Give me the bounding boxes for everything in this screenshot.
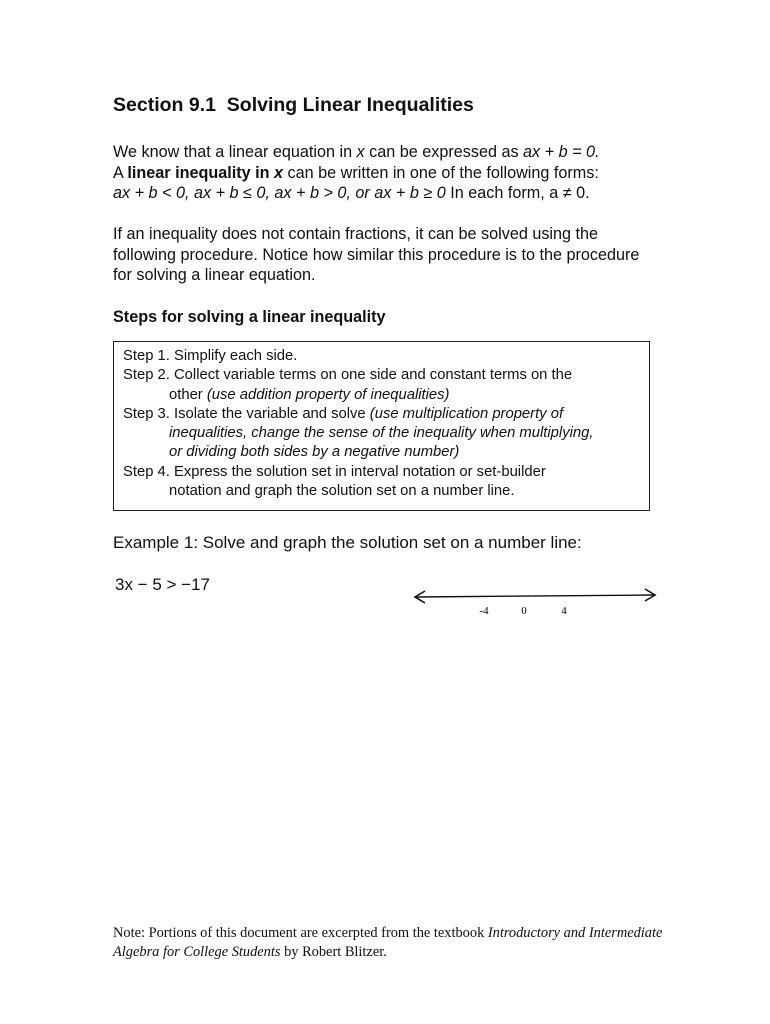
example-label: Example 1: Solve and graph the solution set on a number line: — [113, 533, 582, 552]
steps-heading: Steps for solving a linear inequality — [113, 308, 386, 326]
step-4: Step 4. Express the solution set in interval notation or set-builder — [123, 463, 546, 480]
intro-line-1: We know that a linear equation in x can be expressed as ax + b = 0. — [113, 143, 600, 161]
step-2-cont: other (use addition property of inequalities) — [169, 386, 450, 403]
step-2: Step 2. Collect variable terms on one side and constant terms on the — [123, 367, 573, 384]
intro-line-3 — [113, 183, 658, 204]
intro-line-2: A linear inequality in x can be written in one of the following forms: — [113, 163, 599, 182]
procedure-paragraph: If an inequality does not contain fractions, it can be solved using the following procedure. Notice how similar this procedure is to the procedure for solving a linear equation. — [113, 225, 640, 284]
step-3-cont-2: or dividing both sides by a negative number) — [169, 444, 460, 461]
form-note: In each form, a ≠ 0. — [450, 184, 590, 202]
tick-label-0: 0 — [521, 605, 527, 617]
number-line-axis — [416, 595, 654, 597]
linear-equation-form: ax + b = 0. — [523, 143, 600, 161]
step-3-cont-1: inequalities, change the sense of the inequality when multiplying, — [169, 425, 594, 442]
footnote: Note: Portions of this document are excerpted from the textbook Introductory and Intermediate Algebra for College Students by Robert Blitzer. — [113, 925, 663, 960]
step-1: Step 1. Simplify each side. — [123, 348, 298, 364]
step-4-cont: notation and graph the solution set on a number line. — [169, 483, 515, 500]
tick-label-4: 4 — [561, 605, 567, 617]
steps-box — [113, 341, 650, 511]
example-equation: 3x − 5 > −17 — [115, 575, 210, 594]
number-line — [410, 585, 662, 621]
intro-paragraph — [113, 142, 658, 204]
inequality-forms: ax + b < 0, ax + b ≤ 0, ax + b > 0, or ax + b ≥ 0 — [113, 184, 446, 202]
step-3: Step 3. Isolate the variable and solve (use multiplication property of — [123, 405, 564, 422]
tick-label-neg4: -4 — [479, 605, 489, 617]
section-title: Section 9.1 Solving Linear Inequalities — [113, 94, 474, 116]
book-title: Introductory and Intermediate Algebra for College Students — [113, 925, 663, 960]
